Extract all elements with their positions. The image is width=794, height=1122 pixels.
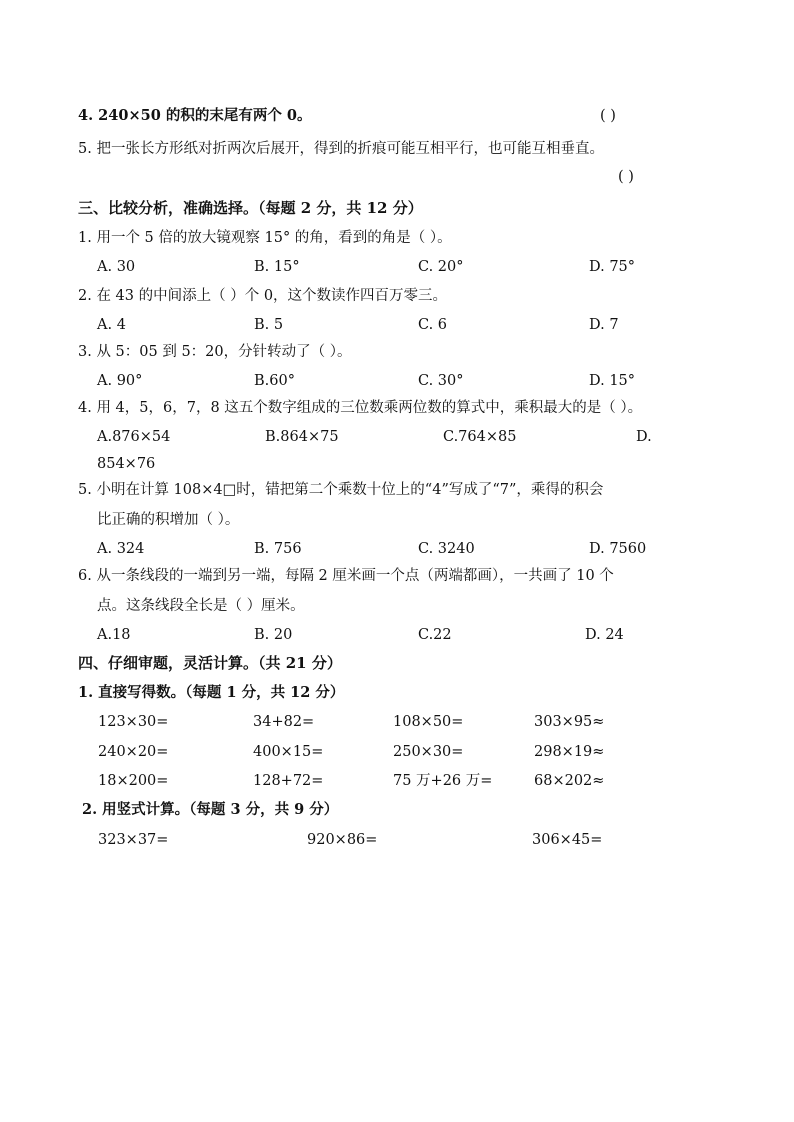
s3-q6-option-d[interactable]: D. 24 [585, 627, 624, 643]
s3-q3-option-c[interactable]: C. 30° [418, 373, 464, 389]
s3-q6-option-b[interactable]: B. 20 [254, 627, 293, 643]
section4-part1-title: 1. 直接写得数。（每题 1 分，共 12 分） [78, 684, 345, 701]
s3-q1-option-a[interactable]: A. 30 [97, 259, 136, 275]
s3-q3-stem: 3. 从 5：05 到 5：20，分针转动了（ ）。 [78, 344, 352, 360]
calc-r1-c4: 303×95≈ [534, 714, 605, 730]
s3-q2-stem: 2. 在 43 的中间添上（ ）个 0，这个数读作四百万零三。 [78, 288, 448, 304]
calc-r1-c1: 123×30= [98, 714, 169, 730]
s3-q2-option-a[interactable]: A. 4 [97, 317, 126, 333]
calc-r1-c2: 34+82= [253, 714, 315, 730]
s3-q5-stem-line2: 比正确的积增加（ ）。 [97, 512, 240, 528]
section3-title: 三、比较分析，准确选择。（每题 2 分，共 12 分） [78, 199, 423, 217]
s3-q4-option-d-value[interactable]: 854×76 [97, 456, 156, 472]
s3-q4-option-d[interactable]: D. [636, 429, 652, 445]
s3-q1-option-b[interactable]: B. 15° [254, 259, 300, 275]
judge-q5-text: 5. 把一张长方形纸对折两次后展开，得到的折痕可能互相平行，也可能互相垂直。 [78, 141, 604, 157]
judge-q4-text: 4. 240×50 的积的末尾有两个 0。 [78, 107, 312, 124]
vertical-calc-1: 323×37= [98, 832, 169, 848]
judge-q5-bracket[interactable]: ( ) [618, 169, 634, 185]
calc-r3-c3: 75 万+26 万= [393, 773, 493, 789]
calc-r2-c4: 298×19≈ [534, 744, 605, 760]
s3-q3-option-b[interactable]: B.60° [254, 373, 295, 389]
s3-q6-option-c[interactable]: C.22 [418, 627, 452, 643]
calc-r1-c3: 108×50= [393, 714, 464, 730]
s3-q4-option-a[interactable]: A.876×54 [97, 429, 171, 445]
calc-r2-c2: 400×15= [253, 744, 324, 760]
s3-q4-stem: 4. 用 4，5，6，7，8 这五个数字组成的三位数乘两位数的算式中，乘积最大的是（ ）。 [78, 400, 643, 416]
s3-q5-option-b[interactable]: B. 756 [254, 541, 302, 557]
calc-r3-c1: 18×200= [98, 773, 169, 789]
s3-q1-option-d[interactable]: D. 75° [589, 259, 636, 275]
s3-q5-stem-line1: 5. 小明在计算 108×4□时，错把第二个乘数十位上的“4”写成了“7”，乘得的积会 [78, 482, 604, 498]
s3-q5-option-c[interactable]: C. 3240 [418, 541, 475, 557]
s3-q3-option-d[interactable]: D. 15° [589, 373, 636, 389]
s3-q6-stem-line2: 点。这条线段全长是（ ）厘米。 [97, 598, 305, 614]
s3-q5-option-a[interactable]: A. 324 [97, 541, 145, 557]
s3-q1-stem: 1. 用一个 5 倍的放大镜观察 15° 的角，看到的角是（ ）。 [78, 230, 452, 246]
calc-r3-c4: 68×202≈ [534, 773, 605, 789]
vertical-calc-2: 920×86= [307, 832, 378, 848]
s3-q2-option-d[interactable]: D. 7 [589, 317, 619, 333]
s3-q5-option-d[interactable]: D. 7560 [589, 541, 647, 557]
s3-q4-option-b[interactable]: B.864×75 [265, 429, 339, 445]
section4-title: 四、仔细审题，灵活计算。（共 21 分） [78, 654, 342, 672]
calc-r2-c1: 240×20= [98, 744, 169, 760]
s3-q3-option-a[interactable]: A. 90° [97, 373, 143, 389]
s3-q6-stem-line1: 6. 从一条线段的一端到另一端，每隔 2 厘米画一个点（两端都画），一共画了 10 个 [78, 568, 614, 584]
calc-r3-c2: 128+72= [253, 773, 324, 789]
s3-q4-option-c[interactable]: C.764×85 [443, 429, 517, 445]
s3-q1-option-c[interactable]: C. 20° [418, 259, 464, 275]
s3-q6-option-a[interactable]: A.18 [97, 627, 131, 643]
judge-q4-bracket[interactable]: ( ) [600, 108, 616, 124]
s3-q2-option-b[interactable]: B. 5 [254, 317, 284, 333]
calc-r2-c3: 250×30= [393, 744, 464, 760]
section4-part2-title: 2. 用竖式计算。（每题 3 分，共 9 分） [82, 801, 339, 818]
s3-q2-option-c[interactable]: C. 6 [418, 317, 448, 333]
vertical-calc-3: 306×45= [532, 832, 603, 848]
